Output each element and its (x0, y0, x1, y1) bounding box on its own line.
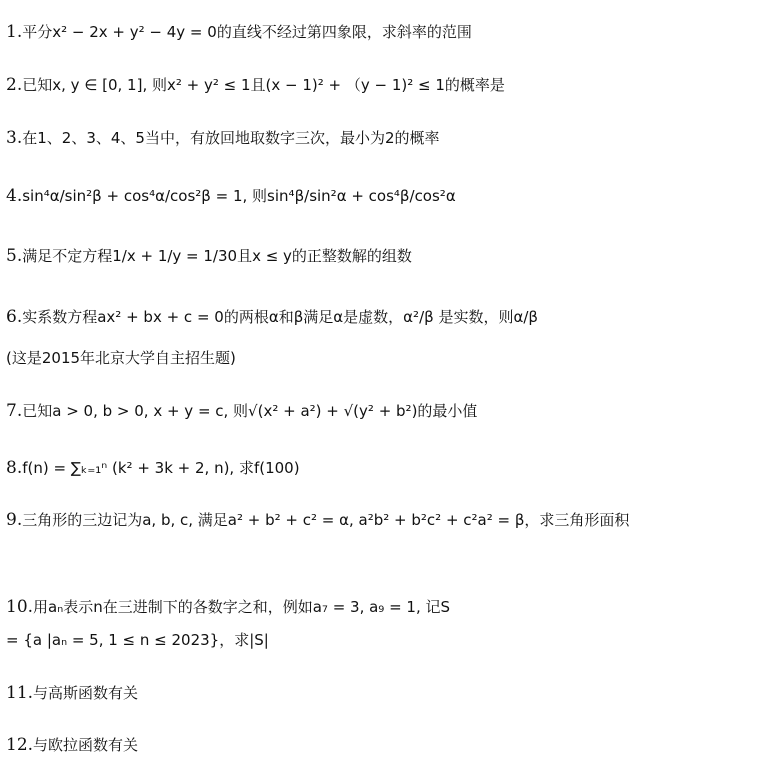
problem-number: 11. (6, 683, 34, 703)
problem-text: 已知x, y ∈ [0, 1], 则x² + y² ≤ 1且(x − 1)² + （y − 1)² ≤ 1的概率是 (22, 76, 505, 94)
problem-number: 8. (6, 458, 23, 478)
problem-note: (这是2015年北京大学自主招生题) (6, 349, 236, 367)
problem-number: 10. (6, 597, 34, 617)
problem-12 (6, 733, 754, 757)
problem-number: 3. (6, 128, 23, 148)
problem-5 (6, 244, 754, 268)
problem-text: sin⁴α/sin²β + cos⁴α/cos²β = 1, 则sin⁴β/sin²α + cos⁴β/cos²α (22, 187, 456, 205)
problem-text: 平分x² − 2x + y² − 4y = 0的直线不经过第四象限，求斜率的范围 (22, 23, 472, 41)
problem-2 (6, 73, 754, 97)
problem-text: 与欧拉函数有关 (33, 736, 139, 754)
problem-1 (6, 20, 754, 44)
problem-number: 2. (6, 75, 23, 95)
problem-text: f(n) = ∑ₖ₌₁ⁿ (k² + 3k + 2, n), 求f(100) (22, 459, 300, 477)
problem-10 (6, 595, 754, 619)
problem-text: 与高斯函数有关 (33, 684, 139, 702)
problem-4 (6, 184, 754, 208)
problem-number: 1. (6, 22, 23, 42)
problem-3 (6, 126, 754, 150)
problem-text: 三角形的三边记为a, b, c, 满足a² + b² + c² = α, a²b² + b²c² + c²a² = β，求三角形面积 (22, 511, 630, 529)
problem-6 (6, 305, 754, 329)
problem-number: 9. (6, 510, 23, 530)
problem-8 (6, 456, 754, 480)
problem-11 (6, 681, 754, 705)
problem-text: 已知a > 0, b > 0, x + y = c, 则√(x² + a²) + √(y² + b²)的最小值 (22, 402, 478, 420)
problem-text: 用aₙ表示n在三进制下的各数字之和，例如a₇ = 3, a₉ = 1, 记S (33, 598, 451, 616)
problem-6-note (6, 346, 754, 370)
problem-10-note (6, 628, 754, 652)
problem-number: 5. (6, 246, 23, 266)
problem-number: 4. (6, 186, 23, 206)
problem-number: 6. (6, 307, 23, 327)
problem-7 (6, 399, 754, 423)
problem-text: 实系数方程ax² + bx + c = 0的两根α和β满足α是虚数，α²/β 是实数，则α/β (22, 308, 538, 326)
problem-note: = {a |aₙ = 5, 1 ≤ n ≤ 2023}，求|S| (6, 631, 269, 649)
problem-9 (6, 508, 754, 532)
problem-number: 12. (6, 735, 34, 755)
problem-number: 7. (6, 401, 23, 421)
problem-text: 在1、2、3、4、5当中，有放回地取数字三次，最小为2的概率 (22, 129, 440, 147)
problem-text: 满足不定方程1/x + 1/y = 1/30且x ≤ y的正整数解的组数 (22, 247, 412, 265)
